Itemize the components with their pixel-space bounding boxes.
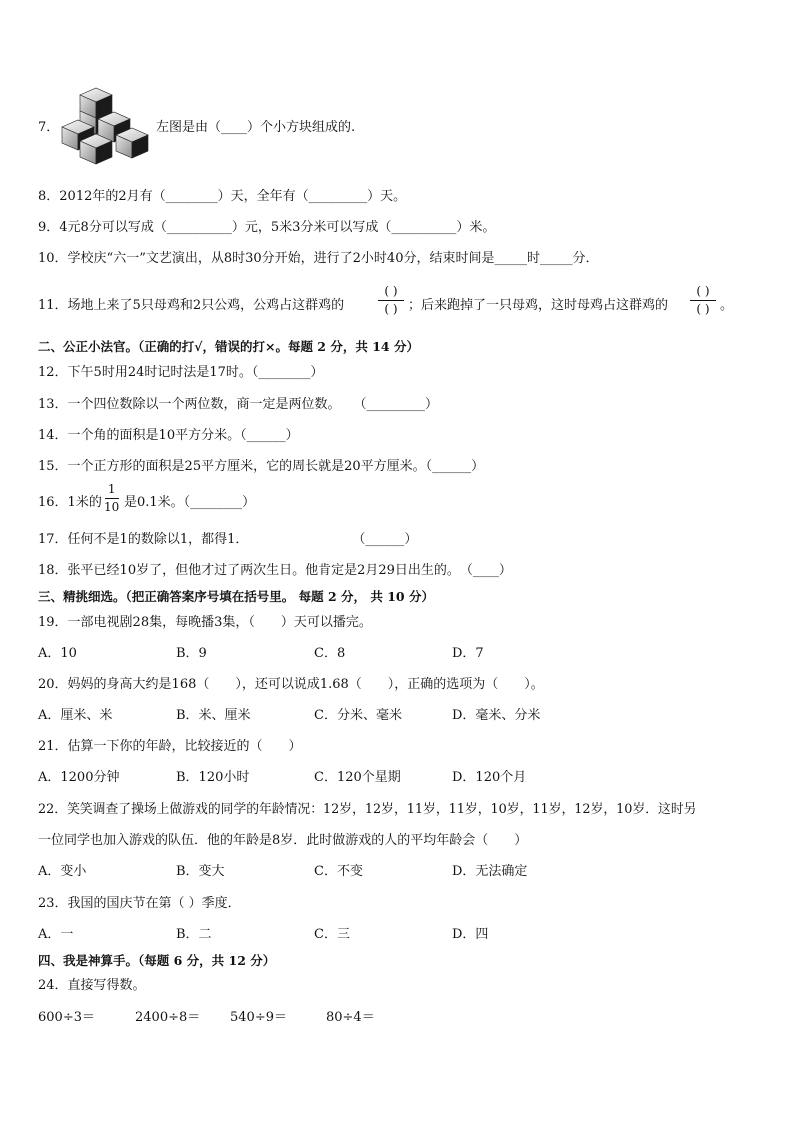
q14-text: 14．一个角的面积是10平方分米。（______） — [38, 428, 299, 443]
q23-stem: 23．我国的国庆节在第（ ）季度． — [38, 896, 241, 911]
q22-option-b: B．变大 — [176, 864, 225, 879]
q11-text-b: ；后来跑掉了一只母鸡，这时母鸡占这群鸡的 — [408, 298, 669, 313]
q11-text-c: 。 — [720, 298, 734, 313]
q21-option-d: D．120个月 — [452, 770, 527, 785]
q20-option-c: C．分米、毫米 — [314, 708, 402, 723]
q24-item-2: 2400÷8＝ — [135, 1010, 201, 1025]
q22-option-d: D．无法确定 — [452, 864, 528, 879]
q20-option-b: B．米、厘米 — [176, 708, 251, 723]
q15-text: 15．一个正方形的面积是25平方厘米，它的周长就是20平方厘米。（______） — [38, 459, 485, 474]
q23-option-b: B．二 — [176, 927, 212, 942]
q21-stem: 21．估算一下你的年龄，比较接近的（ ） — [38, 739, 302, 754]
q21-option-c: C．120个星期 — [314, 770, 401, 785]
fraction-bar — [378, 300, 404, 301]
q16-fraction — [104, 483, 119, 514]
q23-option-c: C．三 — [314, 927, 350, 942]
q21-option-b: B．120小时 — [176, 770, 250, 785]
fraction-bar — [690, 300, 716, 301]
q8-text: 8．2012年的2月有（________）天，全年有（_________）天。 — [38, 189, 407, 204]
q16-text-a: 16．1米的 — [38, 495, 102, 510]
q13-text: 13．一个四位数除以一个两位数，商一定是两位数。 （_________） — [38, 397, 439, 412]
q19-option-d: D．7 — [452, 646, 484, 661]
q24-stem: 24．直接写得数。 — [38, 978, 146, 993]
q22-option-c: C．不变 — [314, 864, 363, 879]
q12-text: 12．下午5时用24时记时法是17时。（________） — [38, 365, 324, 380]
fraction-denominator: ( ) — [696, 302, 710, 316]
q19-option-b: B．9 — [176, 646, 207, 661]
q7-text: 左图是由（____）个小方块组成的. — [156, 120, 356, 135]
q11-text-a: 11．场地上来了5只母鸡和2只公鸡，公鸡占这群鸡的 — [38, 298, 345, 313]
section-3-heading: 三、精挑细选。（把正确答案序号填在括号里。 每题 2 分， 共 10 分） — [38, 589, 434, 604]
q17-text: 17．任何不是1的数除以1，都得1． （______） — [38, 532, 418, 547]
q18-text: 18．张平已经10岁了，但他才过了两次生日。他肯定是2月29日出生的。 （____） — [38, 563, 512, 578]
q24-item-4: 80÷4＝ — [326, 1010, 375, 1025]
q19-option-a: A．10 — [38, 646, 77, 661]
q19-option-c: C．8 — [314, 646, 346, 661]
fraction-denominator: ( ) — [384, 302, 398, 316]
q19-stem: 19．一部电视剧28集，每晚播3集，（ ）天可以播完。 — [38, 615, 372, 630]
q20-option-d: D．毫米、分米 — [452, 708, 541, 723]
q24-item-1: 600÷3＝ — [38, 1010, 95, 1025]
q11-fraction-2 — [690, 285, 716, 316]
fraction-numerator: ( ) — [384, 284, 398, 298]
q23-option-d: D．四 — [452, 927, 489, 942]
fraction-numerator: 1 — [107, 482, 116, 496]
q22-stem-line-2: 一位同学也加入游戏的队伍．他的年龄是8岁．此时做游戏的人的平均年龄会（ ） — [38, 833, 528, 848]
section-4-heading: 四、我是神算手。（每题 6 分，共 12 分） — [38, 953, 276, 968]
section-2-heading: 二、公正小法官。（正确的打√，错误的打×。每题 2 分，共 14 分） — [38, 339, 419, 354]
q20-option-a: A．厘米、米 — [38, 708, 113, 723]
q22-stem-line-1: 22．笑笑调查了操场上做游戏的同学的年龄情况：12岁，12岁，11岁，11岁，10岁，11岁，12岁，10岁．这时另 — [38, 802, 697, 817]
fraction-bar — [105, 498, 119, 499]
q11-fraction-1 — [378, 285, 404, 316]
q20-stem: 20．妈妈的身高大约是168（ ），还可以说成1.68（ ），正确的选项为（ ）。 — [38, 677, 544, 692]
q23-option-a: A．一 — [38, 927, 74, 942]
q24-item-3: 540÷9＝ — [230, 1010, 287, 1025]
fraction-denominator: 10 — [104, 500, 120, 514]
q10-text: 10．学校庆“六一”文艺演出，从8时30分开始，进行了2小时40分，结束时间是_____时_____分． — [38, 251, 599, 266]
q22-option-a: A．变小 — [38, 864, 87, 879]
cubes-image — [58, 85, 154, 171]
q9-text: 9．4元8分可以写成（__________）元，5米3分米可以写成（__________）米。 — [38, 220, 496, 235]
q16-text-b: 是0.1米。（________） — [124, 495, 256, 510]
q7-number: 7． — [38, 120, 60, 135]
fraction-numerator: ( ) — [696, 284, 710, 298]
q21-option-a: A．1200分钟 — [38, 770, 120, 785]
